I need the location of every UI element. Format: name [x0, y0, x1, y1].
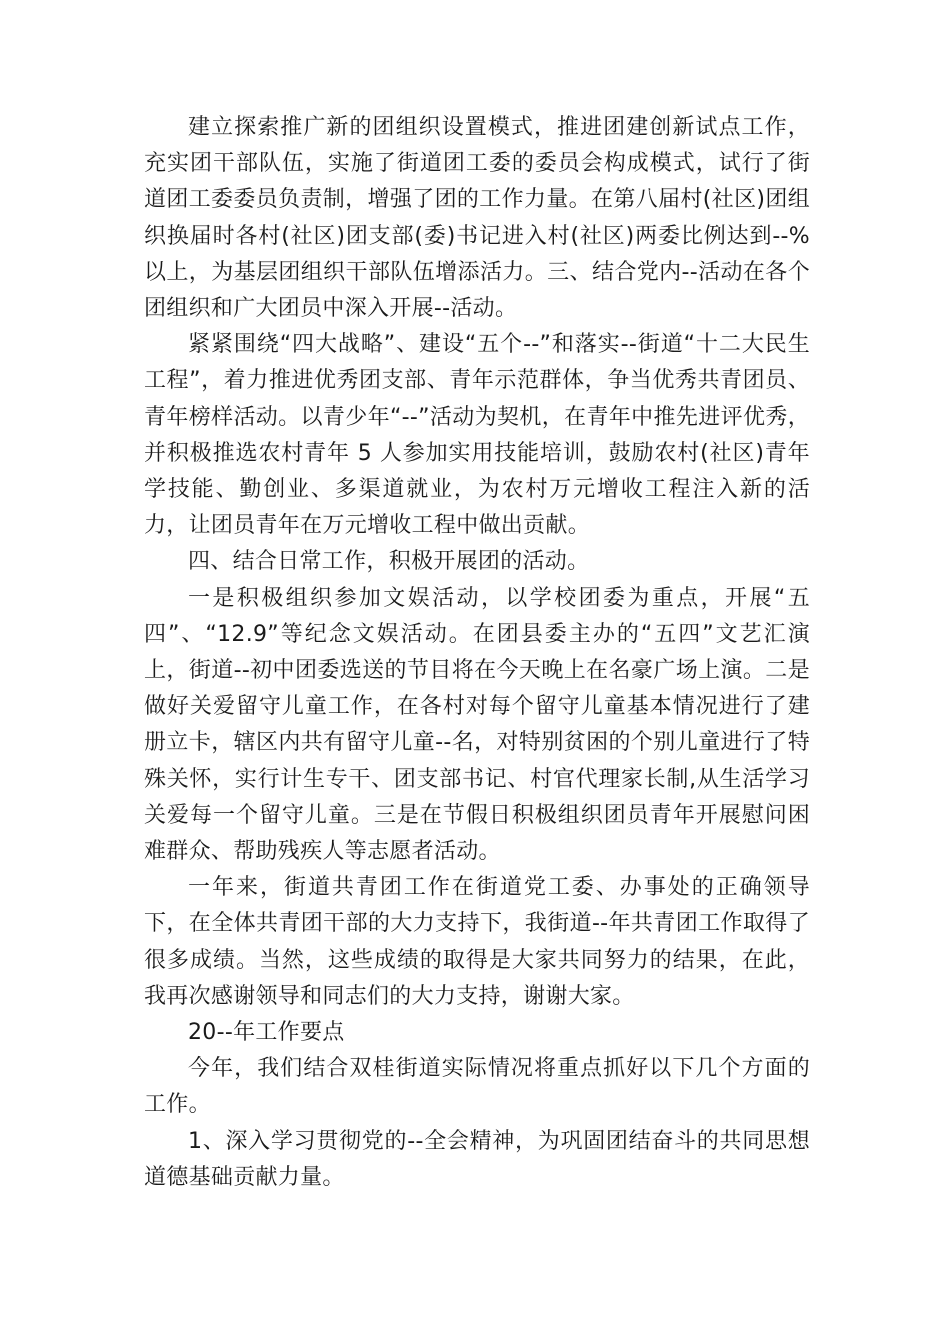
paragraph-four-strategies: 紧紧围绕“四大战略”、建设“五个--”和落实--街道“十二大民生工程”，着力推进优秀团支部、青年示范群体，争当优秀共青团员、青年榜样活动。以青少年“--”活动为契机，在青年中推先进评优秀，并积极推选农村青年 5 人参加实用技能培训，鼓励农村(社区)青年学技能、勤创业、多渠道就业，为农村万元增收工程注入新的活力，让团员青年在万元增收工程中做出贡献。 — [144, 332, 810, 539]
paragraph-youth-league-organization: 建立探索推广新的团组织设置模式，推进团建创新试点工作，充实团干部队伍，实施了街道团工委的委员会构成模式，试行了街道团工委委员负责制，增强了团的工作力量。在第八届村(社区)团组织换届时各村(社区)团支部(委)书记进入村(社区)两委比例达到--%以上，为基层团组织干部队伍增添活力。三、结合党内--活动在各个团组织和广大团员中深入开展--活动。 — [144, 115, 810, 322]
list-item-1: 1、深入学习贯彻党的--全会精神，为巩固团结奋斗的共同思想道德基础贡献力量。 — [144, 1128, 810, 1190]
document-body — [144, 110, 810, 1196]
section-heading-daily-work: 四、结合日常工作，积极开展团的活动。 — [188, 549, 590, 575]
paragraph-this-year-focus: 今年，我们结合双桂街道实际情况将重点抓好以下几个方面的工作。 — [144, 1056, 810, 1118]
paragraph-year-summary: 一年来，街道共青团工作在街道党工委、办事处的正确领导下，在全体共青团干部的大力支持下，我街道--年共青团工作取得了很多成绩。当然，这些成绩的取得是大家共同努力的结果，在此，我再次感谢领导和同志们的大力支持，谢谢大家。 — [144, 875, 810, 1009]
section-heading-work-points: 20--年工作要点 — [188, 1020, 345, 1046]
paragraph-cultural-activities: 一是积极组织参加文娱活动，以学校团委为重点，开展“五四”、“12.9”等纪念文娱活动。在团县委主办的“五四”文艺汇演上，街道--初中团委选送的节目将在今天晚上在名豪广场上演。二是做好关爱留守儿童工作，在各村对每个留守儿童基本情况进行了建册立卡，辖区内共有留守儿童--名，对特别贫困的个别儿童进行了特殊关怀，实行计生专干、团支部书记、村官代理家长制,从生活学习关爱每一个留守儿童。三是在节假日积极组织团员青年开展慰问困难群众、帮助残疾人等志愿者活动。 — [144, 585, 810, 865]
